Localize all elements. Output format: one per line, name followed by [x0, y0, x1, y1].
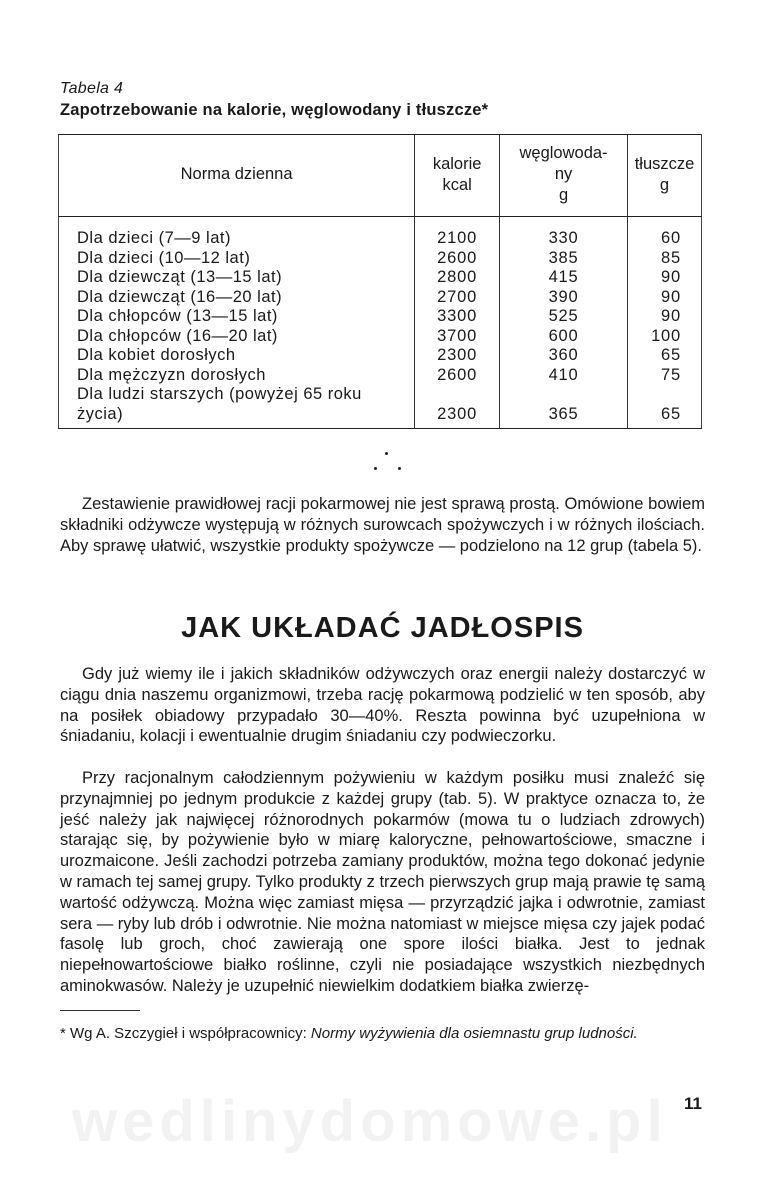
table-row	[59, 346, 702, 366]
header-carbohydrates: węglowoda- ny g	[500, 135, 628, 217]
footnote-title: Normy wyżywienia dla osiemnastu grup ludności.	[310, 1025, 638, 1042]
body-paragraph-2: Przy racjonalnym całodziennym pożywieniu w każdym posiłku musi znaleźć się przynajmniej po jednym produkcie z każdej grupy (tab. 5). W praktyce oznacza to, że jeść należy jak najwięcej różnorodnych pokarmów (mowa tu o ludziach zdrowych) starając się, by pożywienie było w miarę kaloryczne, pełnowartościowe, smaczne i urozmaicone. Jeśli zachodzi potrzeba zamiany produktów, można tego dokonać jedynie w ramach tej samej grupy. Tylko produkty z trzech pierwszych grup mają prawie tę samą wartość odżywczą. Można więc zamiast mięsa — przyrządzić jajka i odwrotnie, zamiast sera — ryby lub drób i odwrotnie. Nie można natomiast w miejsce mięsa czy jajek podać fasolę lub groch, choć zawierają one spore ilości białka. Jest to jednak niepełnowartościowe białko roślinne, czyli nie posiadające wszystkich niezbędnych aminokwasów. Należy je uzupełnić niewielkim dodatkiem białka zwierzę-	[60, 769, 705, 995]
row-fat: 60	[627, 217, 701, 249]
row-fat: 90	[627, 288, 701, 308]
row-label: Dla dzieci (7—9 lat)	[59, 217, 415, 249]
row-kcal: 3700	[415, 327, 500, 347]
table-label: Tabela 4	[60, 80, 124, 97]
row-carbs: 525	[500, 307, 628, 327]
table-title: Zapotrzebowanie na kalorie, węglowodany i tłuszcze*	[60, 101, 489, 119]
table-header-row	[59, 135, 702, 217]
row-kcal: 3300	[415, 307, 500, 327]
row-label: Dla dziewcząt (16—20 lat)	[59, 288, 415, 308]
row-fat: 90	[627, 268, 701, 288]
row-carbs: 410	[500, 366, 628, 386]
row-kcal: 2800	[415, 268, 500, 288]
row-carbs: 360	[500, 346, 628, 366]
row-fat: 65	[627, 346, 701, 366]
table-row	[59, 249, 702, 269]
row-label: Dla mężczyzn dorosłych	[59, 366, 415, 386]
section-heading: JAK UKŁADAĆ JADŁOSPIS	[181, 612, 584, 644]
row-fat: 85	[627, 249, 701, 269]
row-kcal: 2600	[415, 249, 500, 269]
row-carbs: 330	[500, 217, 628, 249]
calorie-table	[58, 134, 702, 429]
header-calories: kalorie kcal	[415, 135, 500, 217]
table-row	[59, 288, 702, 308]
watermark: wedlinydomowe.pl	[72, 1089, 668, 1154]
footnote-divider	[60, 1010, 140, 1011]
row-fat: 90	[627, 307, 701, 327]
table-row	[59, 268, 702, 288]
row-kcal: 2300	[415, 346, 500, 366]
header-norm: Norma dzienna	[59, 135, 415, 217]
row-label-continued: życia)	[59, 405, 415, 429]
table-row	[59, 217, 702, 249]
row-kcal: 2600	[415, 366, 500, 386]
table-row	[59, 366, 702, 386]
row-label: Dla dziewcząt (13—15 lat)	[59, 268, 415, 288]
body-paragraph-1: Gdy już wiemy ile i jakich składników odżywczych oraz energii należy dostarczyć w ciągu dnia naszemu organizmowi, trzeba rację pokarmową podzielić w ten sposób, aby na posiłek obiadowy przypadało 30—40%. Reszta powinna być uzupełniona w śniadaniu, kolacji i ewentualnie drugim śniadaniu czy podwieczorku.	[60, 665, 705, 746]
row-label: Dla kobiet dorosłych	[59, 346, 415, 366]
row-label: Dla ludzi starszych (powyżej 65 roku	[59, 385, 415, 405]
header-fat: tłuszcze g	[627, 135, 701, 217]
row-fat: 100	[627, 327, 701, 347]
table-row	[59, 385, 702, 405]
page-number: 11	[684, 1094, 702, 1113]
row-fat: 65	[627, 405, 701, 429]
row-carbs: 415	[500, 268, 628, 288]
row-carbs: 365	[500, 405, 628, 429]
row-label: Dla chłopców (13—15 lat)	[59, 307, 415, 327]
table-row	[59, 307, 702, 327]
footnote	[60, 1023, 700, 1044]
row-carbs: 390	[500, 288, 628, 308]
section-separator-asterisks	[366, 449, 406, 473]
row-carbs: 600	[500, 327, 628, 347]
row-kcal: 2100	[415, 217, 500, 249]
table-row	[59, 327, 702, 347]
footnote-prefix: * Wg A. Szczygieł i współpracownicy:	[60, 1025, 311, 1042]
row-label: Dla chłopców (16—20 lat)	[59, 327, 415, 347]
row-kcal: 2300	[415, 405, 500, 429]
row-fat: 75	[627, 366, 701, 386]
table-row	[59, 405, 702, 429]
row-kcal: 2700	[415, 288, 500, 308]
intro-paragraph: Zestawienie prawidłowej racji pokarmowej nie jest sprawą prostą. Omówione bowiem składniki odżywcze występują w różnych surowcach spożywczych i w różnych ilościach. Aby sprawę ułatwić, wszystkie produkty spożywcze — podzielono na 12 grup (tabela 5).	[60, 495, 705, 555]
row-carbs: 385	[500, 249, 628, 269]
row-label: Dla dzieci (10—12 lat)	[59, 249, 415, 269]
